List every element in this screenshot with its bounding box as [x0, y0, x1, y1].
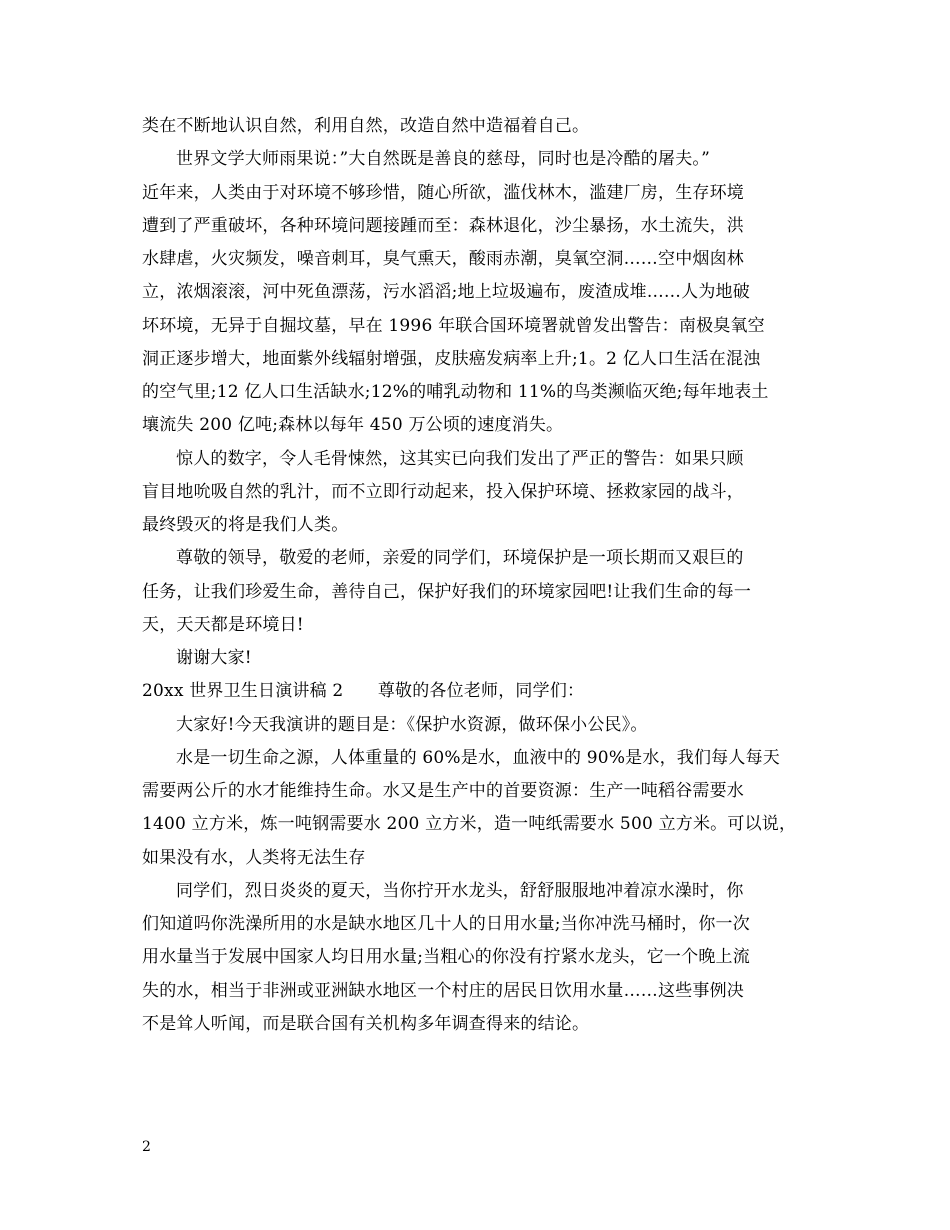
text-line: 谢谢大家!	[176, 648, 252, 668]
text-line: 坏环境，无异于自掘坟墓，早在 1996 年联合国环境署就曾发出警告：南极臭氧空	[142, 315, 765, 336]
text-line: 近年来，人类由于对环境不够珍惜，随心所欲，滥伐林木，滥建厂房，生存环境	[142, 182, 744, 203]
text-line: 惊人的数字，令人毛骨悚然，这其实已向我们发出了严正的警告：如果只顾	[176, 448, 744, 469]
text-line: 天，天天都是环境日!	[142, 614, 304, 635]
text-line: 任务，让我们珍爱生命，善待自己，保护好我们的环境家园吧!让我们生命的每一	[142, 581, 752, 602]
text-line: 失的水，相当于非洲或亚洲缺水地区一个村庄的居民日饮用水量……这些事例决	[142, 980, 744, 1001]
text-line: 用水量当于发展中国家人均日用水量;当粗心的你没有拧紧水龙头，它一个晚上流	[142, 947, 750, 968]
text-line: 遭到了严重破坏，各种环境问题接踵而至：森林退化，沙尘暴扬，水土流失，洪	[142, 215, 744, 236]
document-body	[142, 110, 822, 1041]
text-line: 水是一切生命之源，人体重量的 60%是水，血液中的 90%是水，我们每人每天	[176, 747, 780, 768]
text-line: 需要两公斤的水才能维持生命。水又是生产中的首要资源：生产一吨稻谷需要水	[142, 781, 744, 801]
text-line: 20xx 世界卫生日演讲稿 2 尊敬的各位老师，同学们：	[142, 681, 585, 702]
text-line: 大家好!今天我演讲的题目是：《保护水资源，做环保小公民》。	[176, 714, 648, 735]
page-number: 2	[142, 1139, 151, 1155]
text-line: 尊敬的领导，敬爱的老师，亲爱的同学们，环境保护是一项长期而又艰巨的	[176, 548, 744, 569]
text-line: 类在不断地认识自然，利用自然，改造自然中造福着自己。	[142, 116, 590, 136]
text-line: 洞正逐步增大，地面紫外线辐射增强，皮肤癌发病率上升;1。2 亿人口生活在混浊	[142, 348, 761, 369]
text-line: 世界文学大师雨果说：”大自然既是善良的慈母，同时也是冷酷的屠夫。”	[176, 149, 710, 170]
text-line: 如果没有水，人类将无法生存	[142, 847, 366, 868]
text-line: 的空气里;12 亿人口生活缺水;12%的哺乳动物和 11%的鸟类濒临灭绝;每年地表土	[142, 382, 769, 402]
text-line: 同学们，烈日炎炎的夏天，当你拧开水龙头，舒舒服服地冲着凉水澡时，你	[176, 880, 744, 901]
text-line: 水肆虐，火灾频发，噪音刺耳，臭气熏天，酸雨赤潮，臭氧空洞……空中烟囱林	[142, 249, 744, 269]
text-line: 们知道吗你洗澡所用的水是缺水地区几十人的日用水量;当你冲洗马桶时，你一次	[142, 914, 750, 934]
text-line: 立，浓烟滚滚，河中死鱼漂荡，污水滔滔;地上垃圾遍布，废渣成堆……人为地破	[142, 282, 750, 303]
text-line: 不是耸人听闻，而是联合国有关机构多年调查得来的结论。	[142, 1013, 590, 1034]
text-line: 盲目地吮吸自然的乳汁，而不立即行动起来，投入保护环境、拯救家园的战斗，	[142, 481, 744, 502]
text-line: 1400 立方米，炼一吨钢需要水 200 立方米，造一吨纸需要水 500 立方米。可以说，	[142, 814, 797, 835]
text-line: 最终毁灭的将是我们人类。	[142, 515, 349, 535]
text-line: 壤流失 200 亿吨;森林以每年 450 万公顷的速度消失。	[142, 415, 564, 436]
